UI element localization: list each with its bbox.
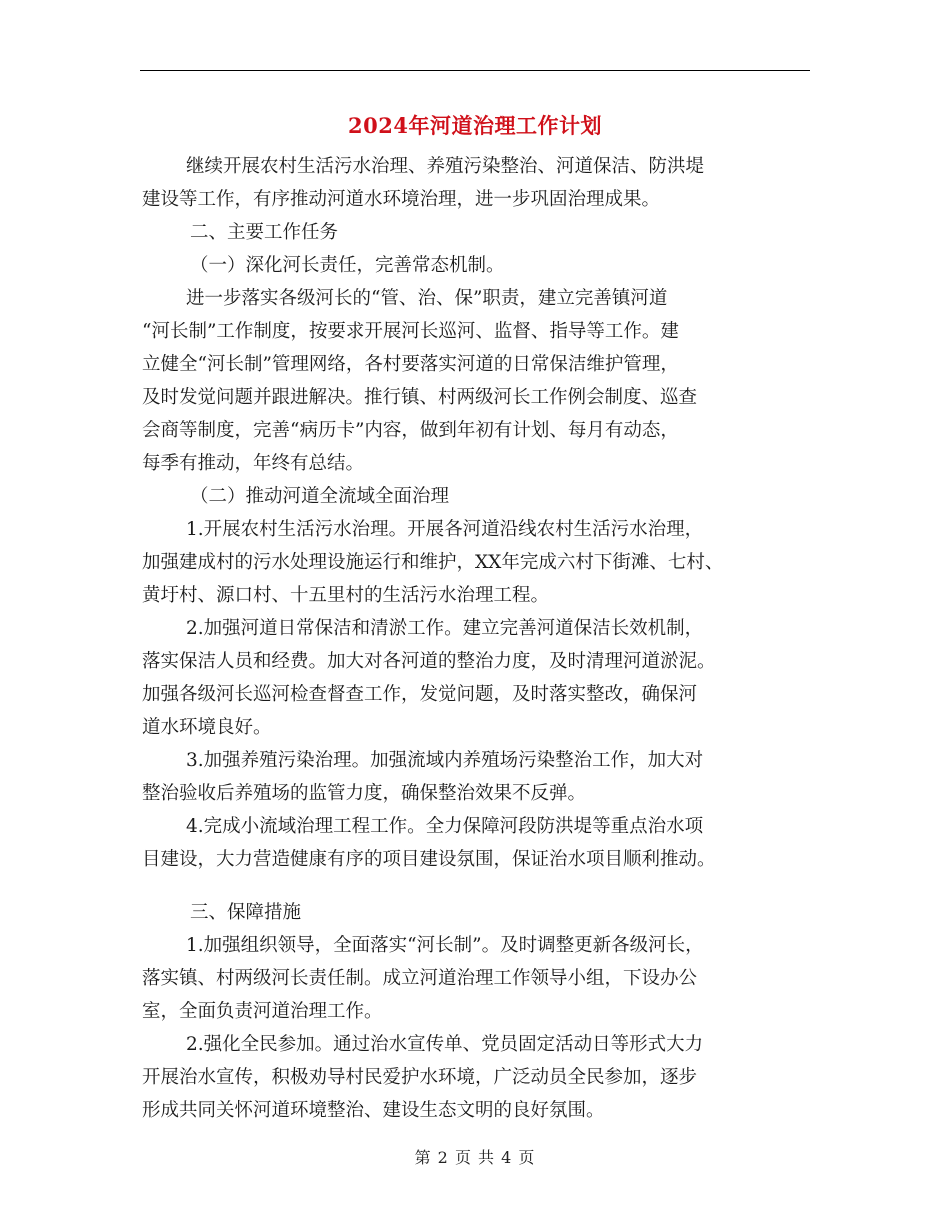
subsection-heading: （一）深化河长责任，完善常态机制。 [190,255,505,276]
paragraph-line: 落实镇、村两级河长责任制。成立河道治理工作领导小组，下设办公 [142,968,698,989]
paragraph-line: 形成共同关怀河道环境整治、建设生态文明的良好氛围。 [142,1100,605,1121]
spacer [142,876,810,896]
paragraph-line: 1.加强组织领导，全面落实“河长制”。及时调整更新各级河长， [186,935,704,956]
header-rule [140,70,810,71]
section-heading: 二、主要工作任务 [190,222,339,243]
paragraph-line: 3.加强养殖污染治理。加强流域内养殖场污染整治工作，加大对 [186,750,704,771]
paragraph-line: 2.强化全民参加。通过治水宣传单、党员固定活动日等形式大力 [186,1034,704,1055]
paragraph-line: 道水环境良好。 [142,717,272,738]
paragraph-line: 2.加强河道日常保洁和清淤工作。建立完善河道保洁长效机制， [186,618,704,639]
subsection-heading: （二）推动河道全流域全面治理 [190,486,450,507]
paragraph-line: 会商等制度，完善“病历卡”内容，做到年初有计划、每月有动态， [142,420,679,441]
paragraph-line: 立健全“河长制”管理网络，各村要落实河道的日常保洁维护管理， [142,354,679,375]
paragraph-line: 黄圩村、源口村、十五里村的生活污水治理工程。 [142,585,550,606]
page-number: 第 2 页 共 4 页 [414,1148,536,1167]
paragraph-line: 室，全面负责河道治理工作。 [142,1001,383,1022]
paragraph-line: “河长制”工作制度，按要求开展河长巡河、监督、指导等工作。建 [142,321,679,342]
paragraph-line: 开展治水宣传，积极劝导村民爱护水环境，广泛动员全民参加，逐步 [142,1067,698,1088]
paragraph-line: 建设等工作，有序推动河道水环境治理，进一步巩固治理成果。 [142,189,661,210]
paragraph-line: 目建设，大力营造健康有序的项目建设氛围，保证治水项目顺利推动。 [142,849,716,870]
paragraph-line: 继续开展农村生活污水治理、养殖污染整治、河道保洁、防洪堤 [186,156,705,177]
paragraph-line: 进一步落实各级河长的“管、治、保”职责，建立完善镇河道 [186,288,668,309]
paragraph-line: 落实保洁人员和经费。加大对各河道的整治力度，及时清理河道淤泥。 [142,651,716,672]
paragraph-line: 1.开展农村生活污水治理。开展各河道沿线农村生活污水治理， [186,519,704,540]
paragraph-line: 及时发觉问题并跟进解决。推行镇、村两级河长工作例会制度、巡查 [142,387,698,408]
paragraph-line: 加强各级河长巡河检查督查工作，发觉问题，及时落实整改，确保河 [142,684,698,705]
paragraph-line: 每季有推动，年终有总结。 [142,453,365,474]
document-body [142,150,810,1127]
paragraph-line: 加强建成村的污水处理设施运行和维护，XX年完成六村下街滩、七村、 [142,552,724,573]
document-title: 2024年河道治理工作计划 [348,113,602,138]
paragraph-line: 整治验收后养殖场的监管力度，确保整治效果不反弹。 [142,783,587,804]
paragraph-line: 4.完成小流域治理工程工作。全力保障河段防洪堤等重点治水项 [186,816,704,837]
section-heading: 三、保障措施 [190,902,302,923]
